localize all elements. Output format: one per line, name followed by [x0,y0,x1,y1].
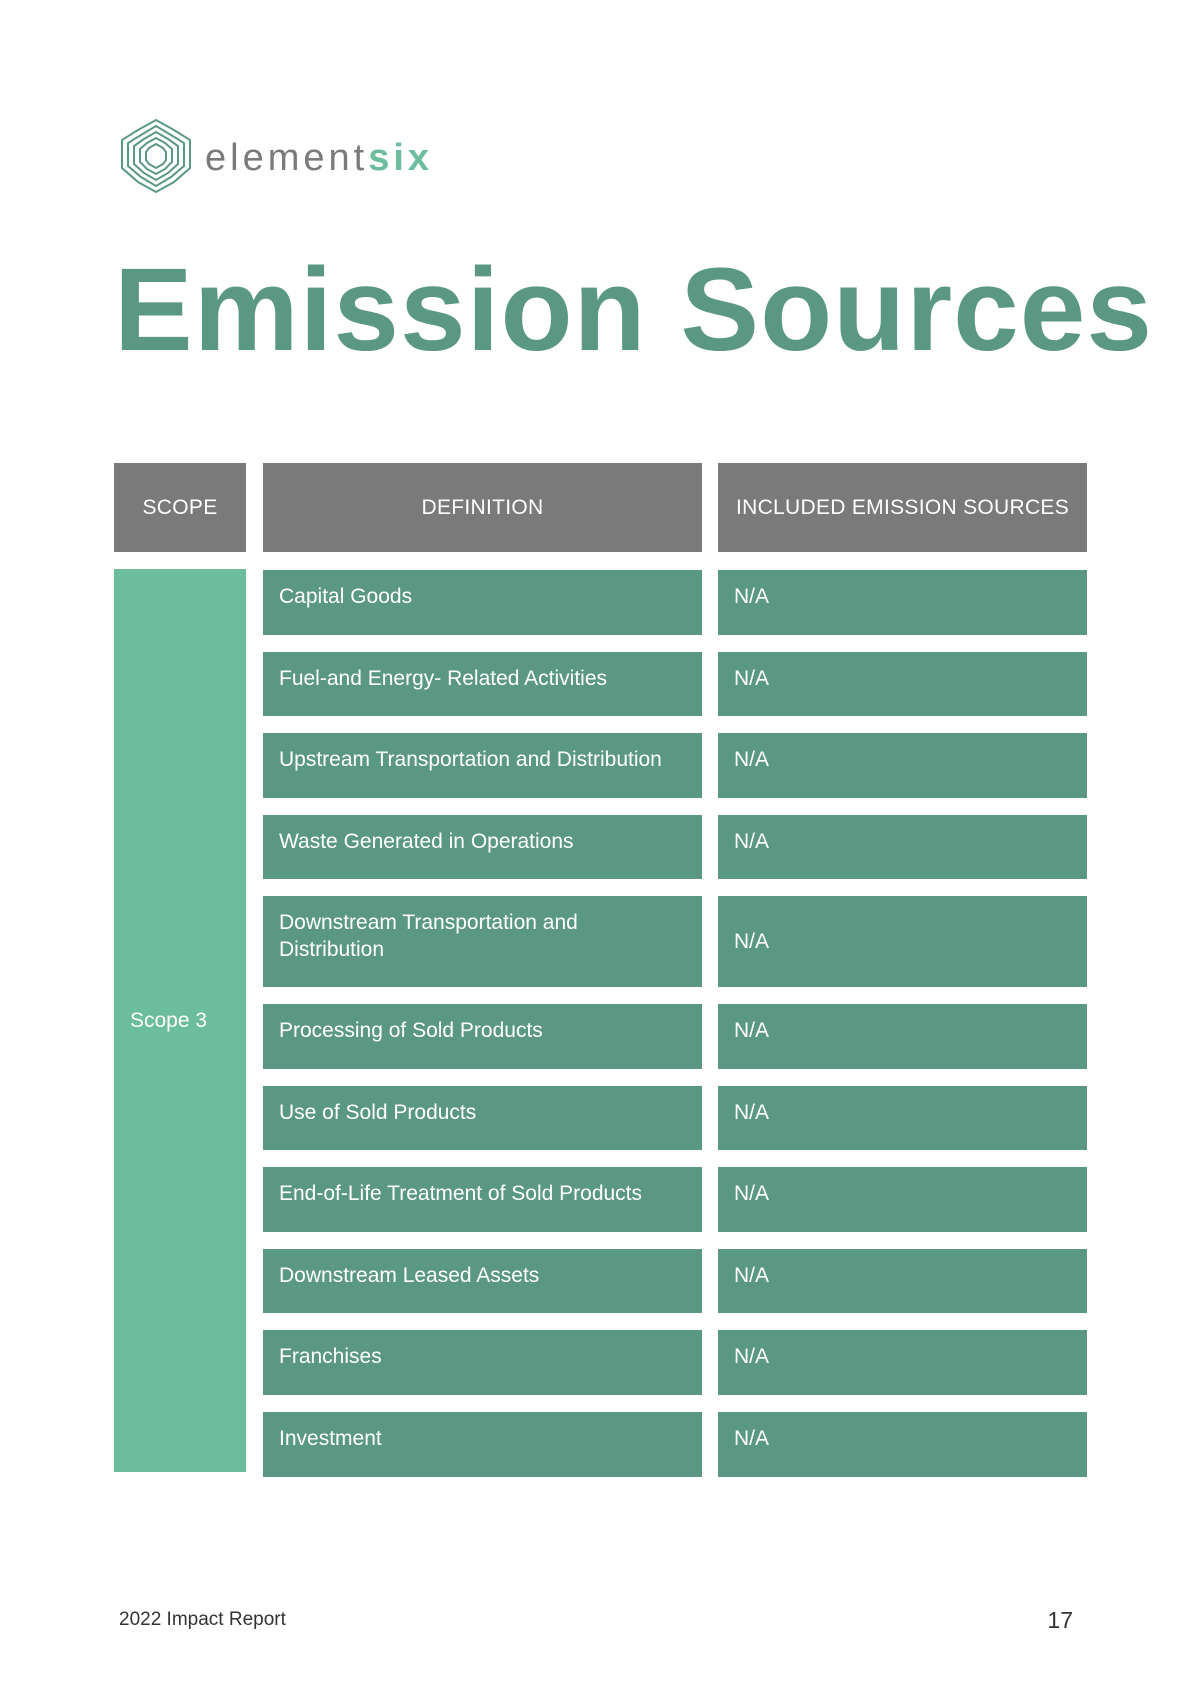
sources-cell: N/A [718,1330,1087,1395]
definition-cell: Processing of Sold Products [263,1004,702,1069]
sources-cell: N/A [718,733,1087,798]
sources-cell: N/A [718,1412,1087,1477]
definition-cell: Upstream Transportation and Distribution [263,733,702,798]
brand-wordmark [205,134,433,182]
sources-cell: N/A [718,1086,1087,1150]
definition-cell: Capital Goods [263,570,702,635]
sources-cell: N/A [718,1167,1087,1232]
definition-cell: Downstream Transportation and Distribution [263,896,702,987]
definition-cell: Fuel-and Energy- Related Activities [263,652,702,716]
sources-cell: N/A [718,815,1087,879]
sources-cell: N/A [718,1004,1087,1069]
logo [116,116,196,196]
definition-cell: End-of-Life Treatment of Sold Products [263,1167,702,1232]
page-title: Emission Sources [114,244,1154,376]
definition-cell: Waste Generated in Operations [263,815,702,879]
scope-cell: Scope 3 [114,569,246,1472]
definition-cell: Downstream Leased Assets [263,1249,702,1313]
definition-cell: Use of Sold Products [263,1086,702,1150]
sources-cell: N/A [718,896,1087,987]
definition-cell: Franchises [263,1330,702,1395]
brand-primary-text: element [205,137,369,179]
header-sources: INCLUDED EMISSION SOURCES [718,463,1087,552]
footer-report-title: 2022 Impact Report [119,1609,286,1630]
page-number: 17 [1047,1607,1073,1633]
header-scope: SCOPE [114,463,246,552]
sources-cell: N/A [718,570,1087,635]
sources-cell: N/A [718,652,1087,716]
definition-cell: Investment [263,1412,702,1477]
header-definition: DEFINITION [263,463,702,552]
sources-cell: N/A [718,1249,1087,1313]
brand-accent-text: six [368,137,434,179]
element-six-logo-icon [116,116,196,196]
